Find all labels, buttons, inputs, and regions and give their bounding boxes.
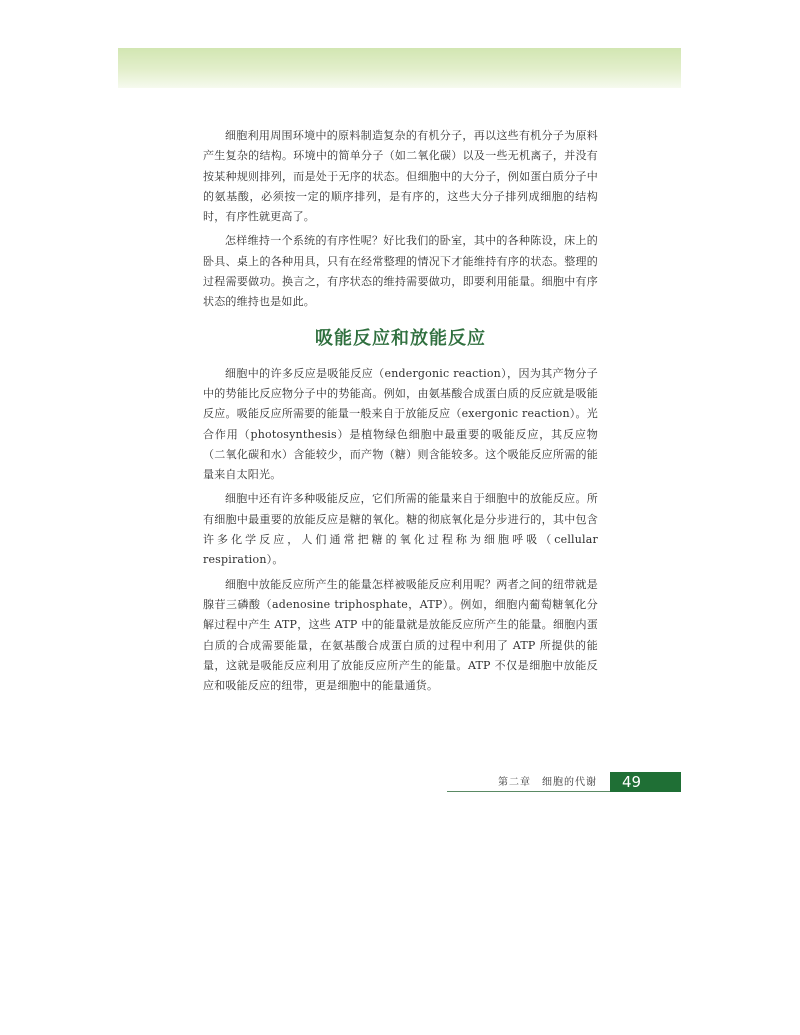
- section-paragraph-3: 细胞中放能反应所产生的能量怎样被吸能反应利用呢？两者之间的纽带就是腺苷三磷酸（adenosine triphosphate，ATP）。例如，细胞内葡萄糖氧化分解过程中产生 ATP，这些 ATP 中的能量就是放能反应所产生的能量。细胞内蛋白质的合成需要能量，在氨基酸合成蛋白质的过程中利用了 ATP 所提供的能量，这就是吸能反应利用了放能反应所产生的能量。ATP 不仅是细胞中放能反应和吸能反应的纽带，更是细胞中的能量通货。: [203, 577, 598, 693]
- page-number: 49: [622, 773, 642, 791]
- footer-rule: [447, 791, 610, 792]
- header-band: [118, 48, 681, 88]
- footer-chapter-title: 第二章 细胞的代谢: [498, 777, 597, 788]
- section-heading: 吸能反应和放能反应: [315, 327, 486, 349]
- intro-paragraph-2: 怎样维持一个系统的有序性呢？好比我们的卧室，其中的各种陈设，床上的卧具、桌上的各种用具，只有在经常整理的情况下才能维持有序的状态。整理的过程需要做功。换言之，有序状态的维持需要做功，即要利用能量。细胞中有序状态的维持也是如此。: [203, 234, 598, 309]
- page-number-badge: [610, 772, 681, 792]
- section-paragraph-2: 细胞中还有许多种吸能反应，它们所需的能量来自于细胞中的放能反应。所有细胞中最重要的放能反应是糖的氧化。糖的彻底氧化是分步进行的，其中包含许多化学反应，人们通常把糖的氧化过程称为细胞呼吸（cellular respiration）。: [203, 492, 598, 567]
- intro-paragraph-1: 细胞利用周围环境中的原料制造复杂的有机分子，再以这些有机分子为原料产生复杂的结构。环境中的简单分子（如二氧化碳）以及一些无机离子，并没有按某种规则排列，而是处于无序的状态。但细胞中的大分子，例如蛋白质分子中的氨基酸，必须按一定的顺序排列，是有序的，这些大分子排列成细胞的结构时，有序性就更高了。: [203, 129, 598, 224]
- page-body: [203, 126, 598, 700]
- section-paragraph-1: 细胞中的许多反应是吸能反应（endergonic reaction），因为其产物分子中的势能比反应物分子中的势能高。例如，由氨基酸合成蛋白质的反应就是吸能反应。吸能反应所需要的能量一般来自于放能反应（exergonic reaction）。光合作用（photosynthesis）是植物绿色细胞中最重要的吸能反应，其反应物（二氧化碳和水）含能较少，而产物（糖）则含能较多。这个吸能反应所需的能量来自太阳光。: [203, 366, 598, 482]
